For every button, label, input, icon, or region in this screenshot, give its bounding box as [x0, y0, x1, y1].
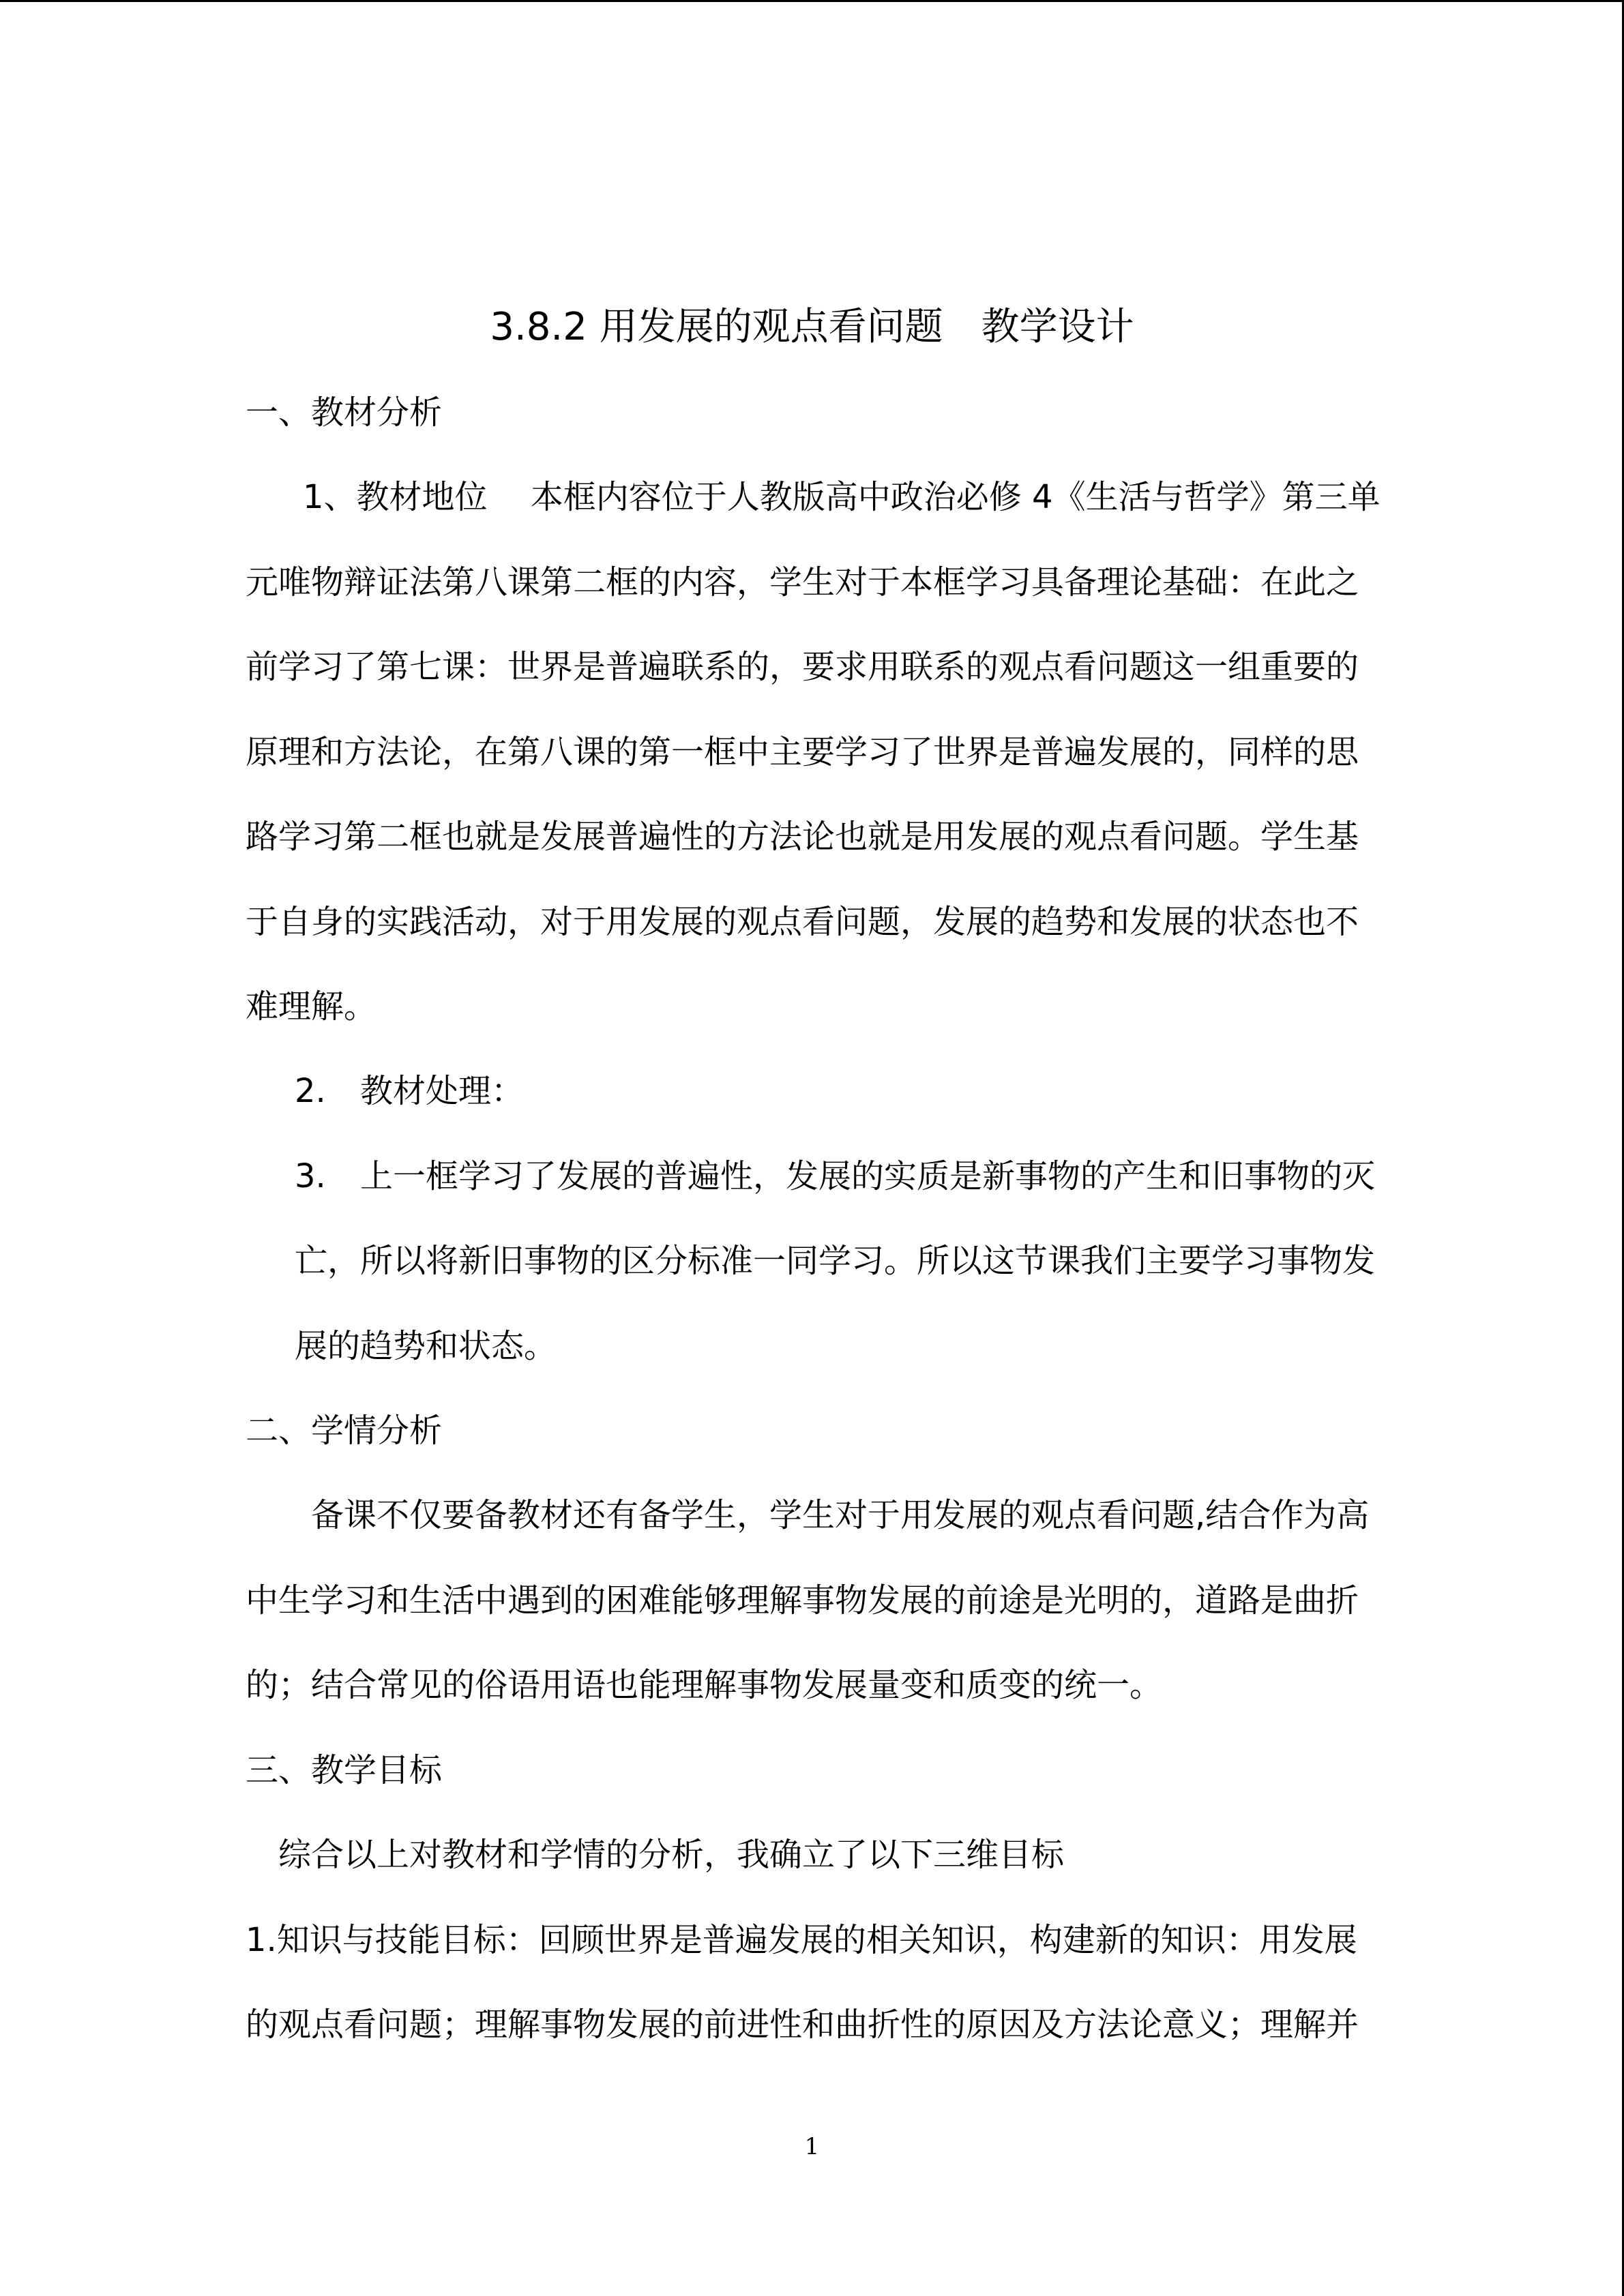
list-item-text: 展的趋势和状态。: [295, 1327, 557, 1365]
paragraph-line: 综合以上对教材和学情的分析，我确立了以下三维目标: [278, 1836, 1065, 1874]
list-item-text: 亡，所以将新旧事物的区分标准一同学习。所以这节课我们主要学习事物发: [295, 1242, 1376, 1280]
section-heading-textbook: 一、教材分析: [246, 393, 443, 432]
section-heading-goals: 三、教学目标: [246, 1751, 443, 1789]
page-number: 1: [804, 2133, 820, 2160]
section-heading-students: 二、学情分析: [246, 1412, 443, 1450]
paragraph-line: 的；结合常见的俗语用语也能理解事物发展量变和质变的统一。: [246, 1666, 1163, 1704]
list-item-number: 3.: [295, 1157, 326, 1195]
paragraph-line: 1.知识与技能目标：回顾世界是普遍发展的相关知识，构建新的知识：用发展: [246, 1921, 1357, 1959]
page-border-top: [0, 0, 1624, 2]
paragraph-line: 中生学习和生活中遇到的困难能够理解事物发展的前途是光明的，道路是曲折: [246, 1581, 1359, 1620]
document-title: 3.8.2 用发展的观点看问题 教学设计: [490, 305, 1134, 349]
paragraph-line: 元唯物辩证法第八课第二框的内容，学生对于本框学习具备理论基础：在此之: [246, 563, 1359, 601]
list-item-number: 2.: [295, 1072, 326, 1110]
paragraph-line: 于自身的实践活动，对于用发展的观点看问题，发展的趋势和发展的状态也不: [246, 903, 1359, 941]
paragraph-line: 难理解。: [246, 987, 377, 1026]
paragraph-line: 1、教材地位 本框内容位于人教版高中政治必修 4《生活与哲学》第三单: [303, 478, 1381, 516]
list-item-text: 上一框学习了发展的普遍性，发展的实质是新事物的产生和旧事物的灭: [360, 1157, 1376, 1195]
paragraph-line: 前学习了第七课：世界是普遍联系的，要求用联系的观点看问题这一组重要的: [246, 648, 1359, 686]
list-item-text: 教材处理：: [360, 1072, 525, 1110]
paragraph-line: 备课不仅要备教材还有备学生，学生对于用发展的观点看问题,结合作为高: [311, 1496, 1370, 1534]
paragraph-line: 的观点看问题；理解事物发展的前进性和曲折性的原因及方法论意义；理解并: [246, 2006, 1359, 2044]
paragraph-line: 路学习第二框也就是发展普遍性的方法论也就是用发展的观点看问题。学生基: [246, 818, 1359, 856]
paragraph-line: 原理和方法论，在第八课的第一框中主要学习了世界是普遍发展的，同样的思: [246, 733, 1359, 771]
